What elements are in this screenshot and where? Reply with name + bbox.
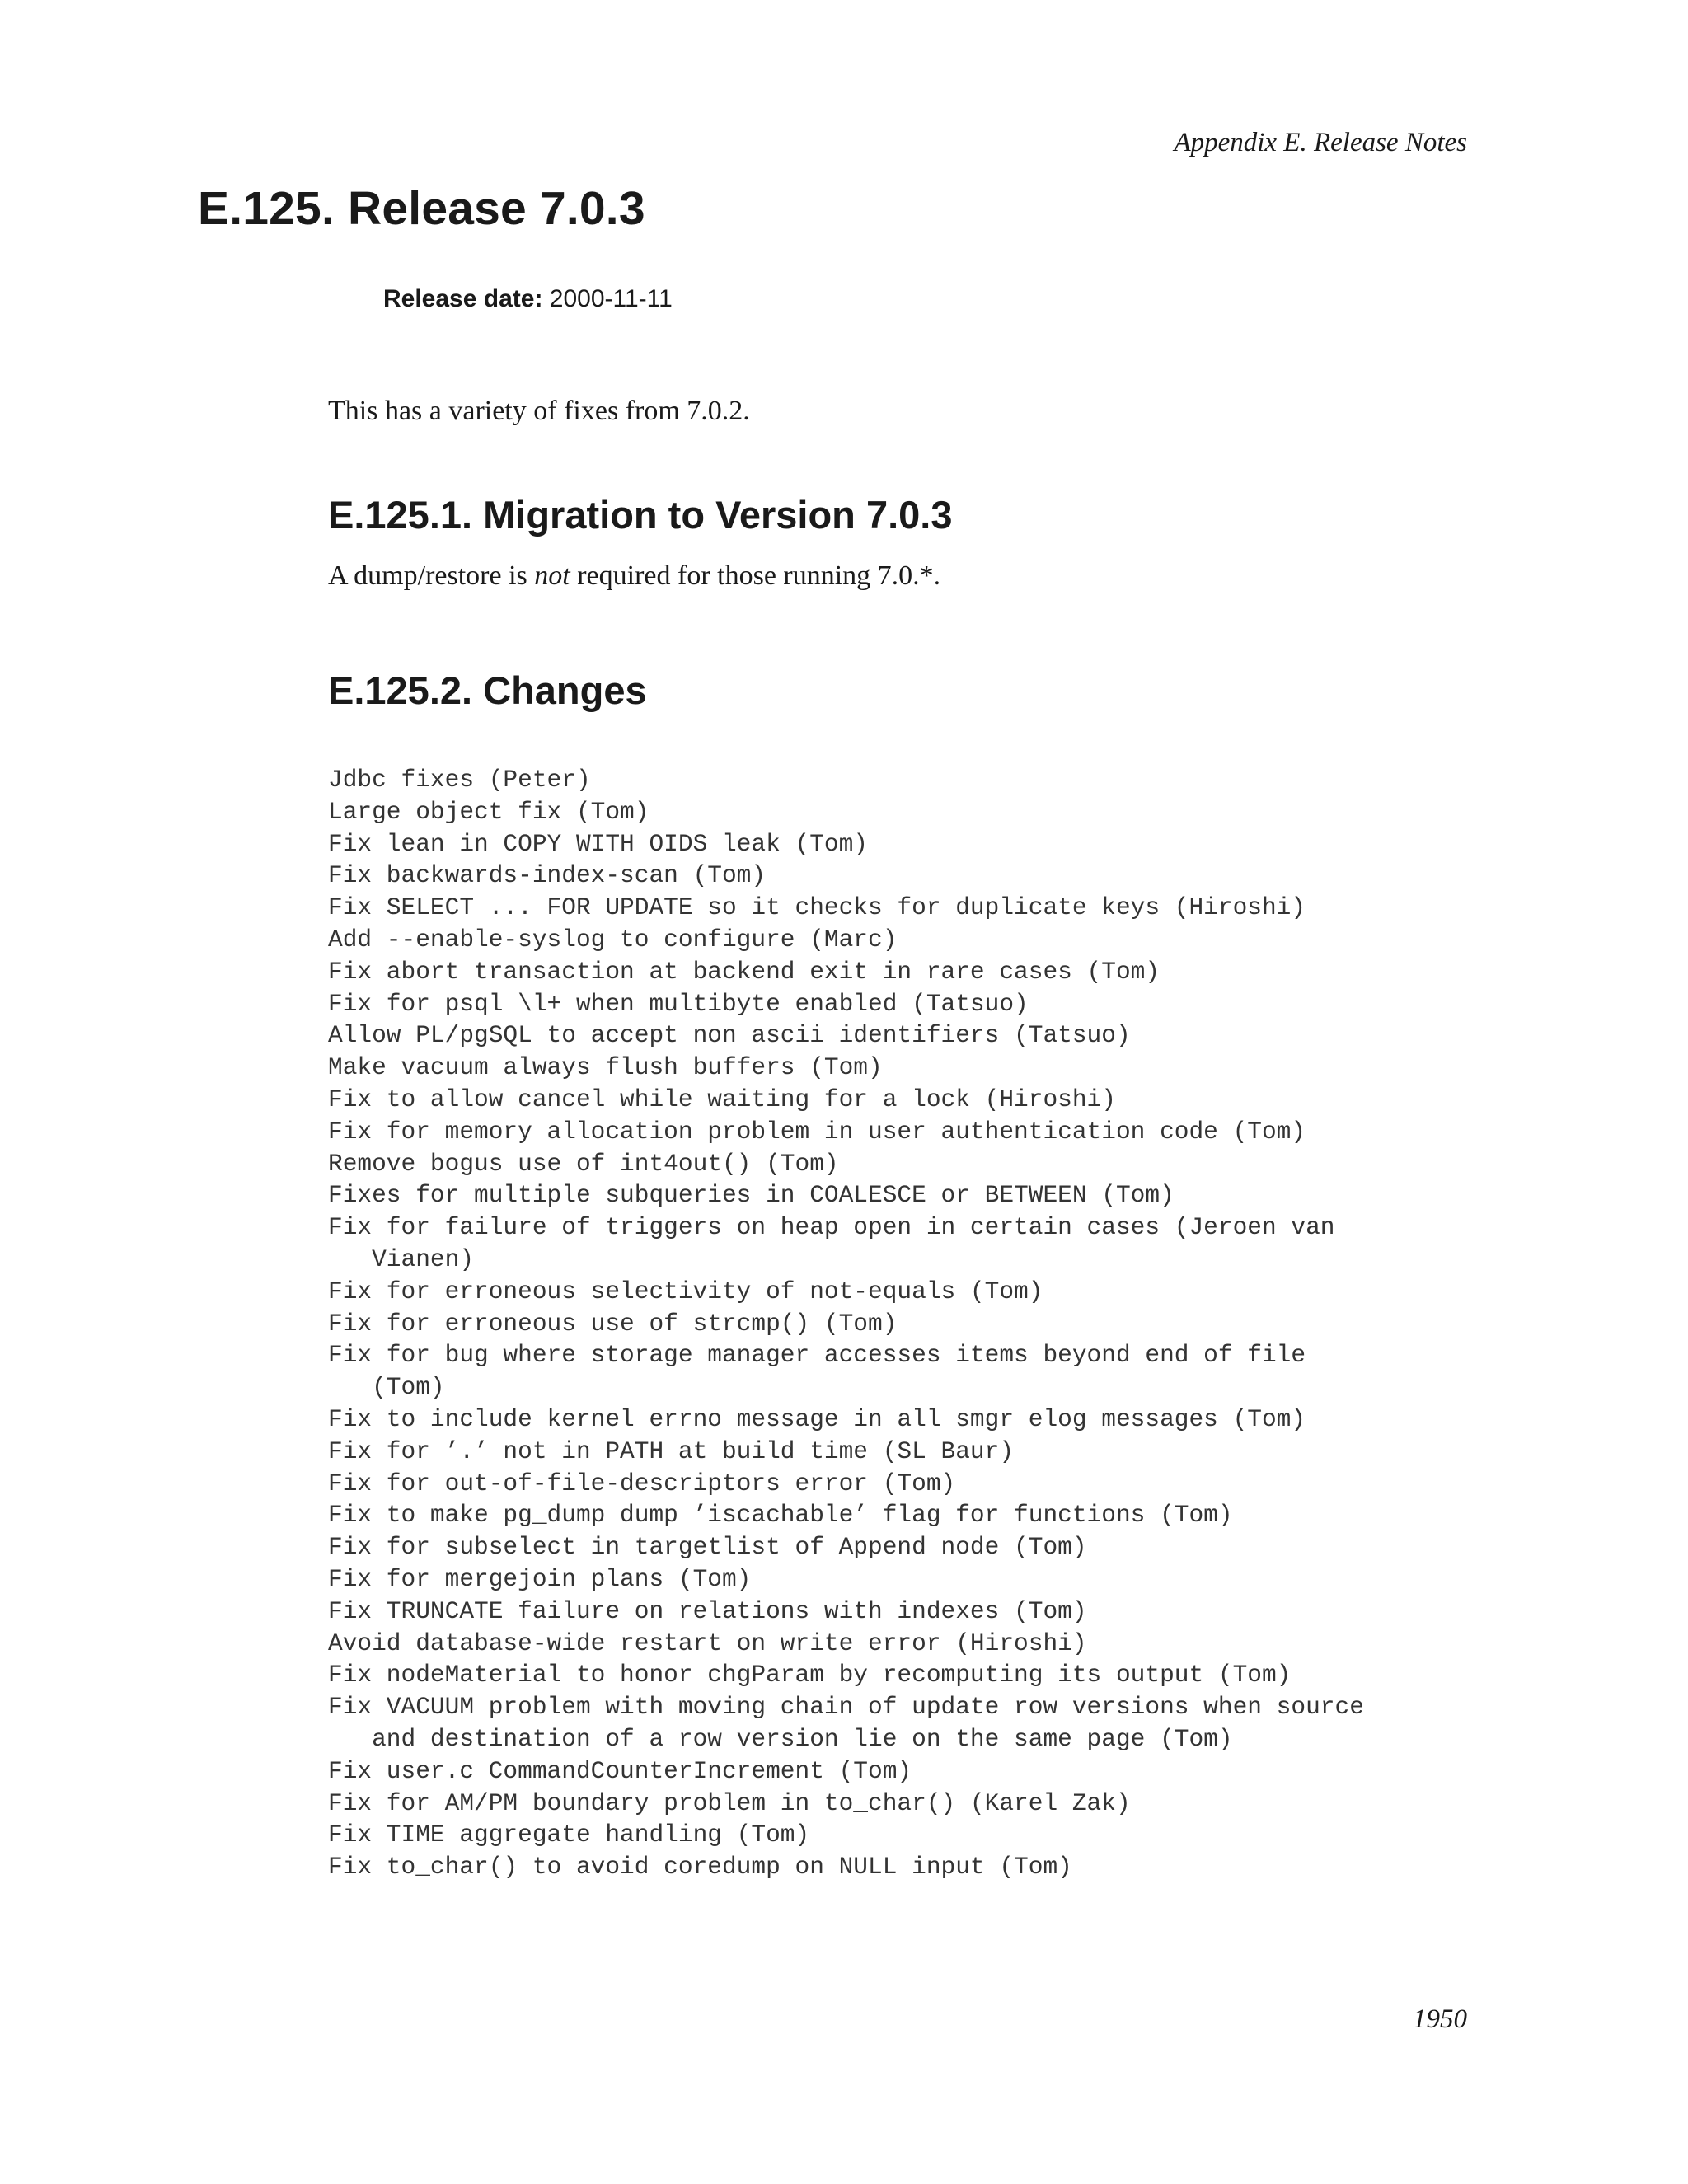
- change-item: Fix user.c CommandCounterIncrement (Tom): [328, 1756, 912, 1785]
- change-item: Fix abort transaction at backend exit in rare cases (Tom): [328, 957, 1160, 986]
- change-item: Fix for failure of triggers on heap open in certain cases (Jeroen van Vianen): [328, 1213, 1335, 1273]
- change-item: Fix to include kernel errno message in all smgr elog messages (Tom): [328, 1404, 1306, 1433]
- change-item: Large object fix (Tom): [328, 797, 649, 826]
- change-item: Fix for erroneous selectivity of not-equals (Tom): [328, 1277, 1043, 1305]
- change-item: Fix SELECT ... FOR UPDATE so it checks for duplicate keys (Hiroshi): [328, 893, 1306, 922]
- change-item: Fix to_char() to avoid coredump on NULL input (Tom): [328, 1853, 1072, 1882]
- migration-emphasis: not: [534, 560, 570, 591]
- change-item: Fix for psql \l+ when multibyte enabled (Tatsuo): [328, 989, 1029, 1018]
- change-item: Allow PL/pgSQL to accept non ascii identifiers (Tatsuo): [328, 1021, 1131, 1050]
- change-item: Jdbc fixes (Peter): [328, 766, 591, 794]
- running-header: Appendix E. Release Notes: [1174, 128, 1467, 157]
- change-item: Add --enable-syslog to configure (Marc): [328, 925, 898, 954]
- release-date-label: Release date:: [383, 285, 543, 312]
- change-item: Fix for ’.’ not in PATH at build time (SL Baur): [328, 1436, 1015, 1465]
- change-item: Fix to allow cancel while waiting for a lock (Hiroshi): [328, 1085, 1116, 1113]
- change-item: Fix nodeMaterial to honor chgParam by recomputing its output (Tom): [328, 1661, 1292, 1690]
- change-item: Fix backwards-index-scan (Tom): [328, 861, 767, 890]
- change-item: Fix for out-of-file-descriptors error (Tom): [328, 1469, 956, 1497]
- change-item: Fix VACUUM problem with moving chain of update row versions when source and destination of a row version lie on the same page (Tom): [328, 1693, 1364, 1753]
- change-item: Make vacuum always flush buffers (Tom): [328, 1053, 883, 1082]
- change-item: Avoid database-wide restart on write error (Hiroshi): [328, 1629, 1087, 1657]
- change-item: Fix TRUNCATE failure on relations with indexes (Tom): [328, 1596, 1087, 1625]
- migration-paragraph: [328, 560, 940, 592]
- page-number: 1950: [1413, 2004, 1467, 2034]
- change-item: Fixes for multiple subqueries in COALESCE or BETWEEN (Tom): [328, 1181, 1175, 1210]
- change-item: Fix lean in COPY WITH OIDS leak (Tom): [328, 829, 869, 858]
- page-title: E.125. Release 7.0.3: [198, 182, 645, 235]
- change-item: Fix for bug where storage manager accesses items beyond end of file (Tom): [328, 1341, 1306, 1402]
- release-date: [383, 285, 673, 313]
- change-item: Fix TIME aggregate handling (Tom): [328, 1821, 810, 1849]
- section-heading-migration: E.125.1. Migration to Version 7.0.3: [328, 493, 953, 537]
- section-heading-changes: E.125.2. Changes: [328, 668, 647, 712]
- change-item: Fix to make pg_dump dump ’iscachable’ flag for functions (Tom): [328, 1501, 1233, 1530]
- change-item: Fix for memory allocation problem in user authentication code (Tom): [328, 1117, 1306, 1146]
- change-item: Fix for subselect in targetlist of Append node (Tom): [328, 1533, 1087, 1562]
- migration-text-start: A dump/restore is: [328, 560, 535, 591]
- change-item: Fix for erroneous use of strcmp() (Tom): [328, 1309, 898, 1338]
- change-item: Fix for mergejoin plans (Tom): [328, 1564, 752, 1593]
- change-item: Fix for AM/PM boundary problem in to_char() (Karel Zak): [328, 1788, 1131, 1817]
- release-date-value: 2000-11-11: [549, 285, 673, 312]
- intro-paragraph: This has a variety of fixes from 7.0.2.: [328, 396, 750, 426]
- change-item: Remove bogus use of int4out() (Tom): [328, 1149, 839, 1178]
- changes-list: [328, 764, 1364, 1883]
- migration-text-end: required for those running 7.0.*.: [570, 560, 941, 591]
